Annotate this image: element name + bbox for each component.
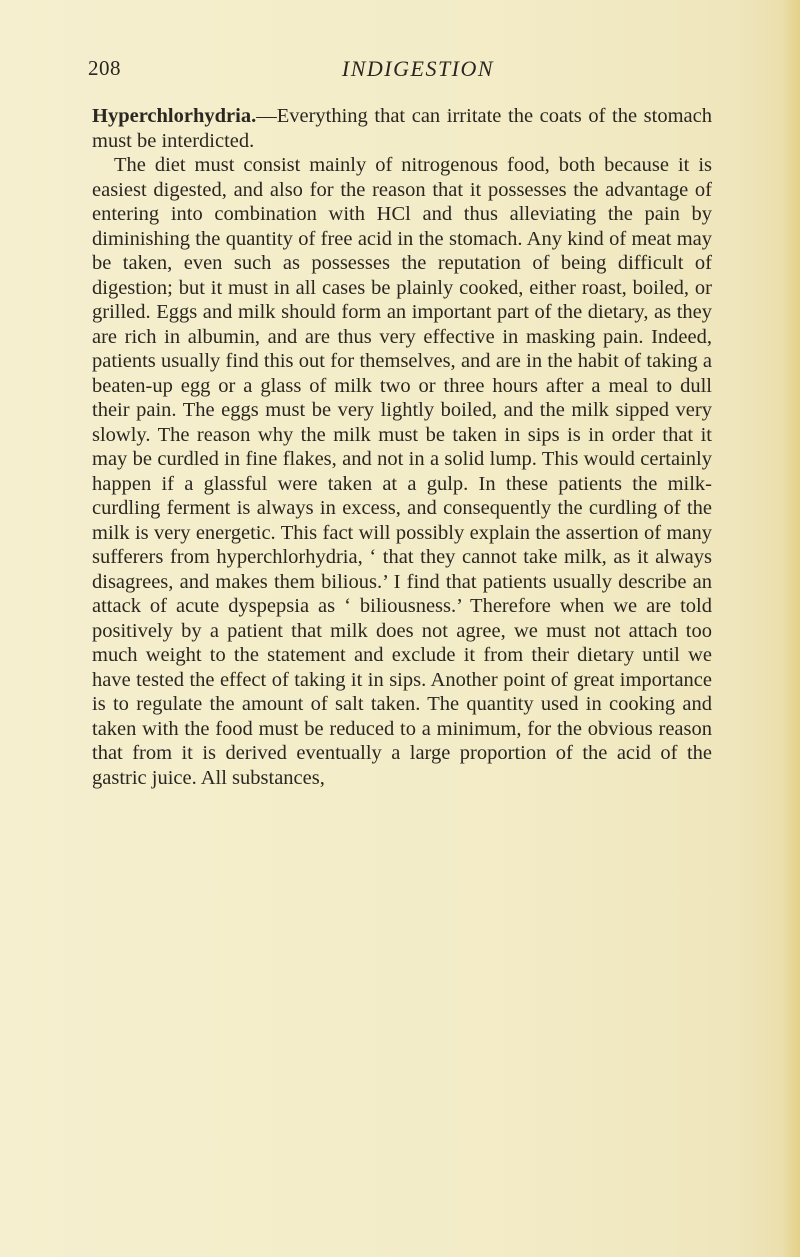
page-edge-shadow [782,0,800,1257]
page-number: 208 [88,56,121,80]
paragraph-1-text: —Everything that can irritate the coats of the stomach must be interdicted. [92,105,712,152]
section-lead-heading: Hyperchlorhydria. [92,105,257,127]
paragraph-diet: The diet must consist mainly of nitrogenous food, both because it is easiest digested, and also for the reason that it possesses the advantage of entering into combination with HCl and thus alleviating the pain by diminishing the quantity of free acid in the stomach. Any kind of meat may be taken, even such as possesses the reputation of being difficult of digestion; but it must in all cases be plainly cooked, either roast, boiled, or grilled. Eggs and milk should form an important part of the dietary, as they are rich in albumin, and are thus very effective in masking pain. Indeed, patients usually find this out for themselves, and are in the habit of taking a beaten-up egg or a glass of milk two or three hours after a meal to dull their pain. The eggs must be very lightly boiled, and the milk sipped very slowly. The reason why the milk must be taken in sips is in order that it may be curdled in fine flakes, and not in a solid lump. This would certainly happen if a glassful were taken at a gulp. In these patients the milk-curdling ferment is always in excess, and consequently the curdling of the milk is very energetic. This fact will possibly explain the assertion of many sufferers from hyperchlorhydria, ‘ that they cannot take milk, as it always disagrees, and makes them bilious.’ I find that patients usually describe an attack of acute dyspepsia as ‘ biliousness.’ Therefore when we are told positively by a patient that milk does not agree, we must not attach too much weight to the statement and exclude it from their dietary until we have tested the effect of taking it in sips. Another point of great importance is to regulate the amount of salt taken. The quantity used in cooking and taken with the food must be reduced to a minimum, for the obvious reason that from it is derived eventually a large proportion of the acid of the gastric juice. All substances, [92,154,712,789]
body-text [92,104,712,790]
paragraph-hyperchlorhydria [92,104,712,153]
page-header [88,56,728,88]
running-head: INDIGESTION [341,56,495,81]
